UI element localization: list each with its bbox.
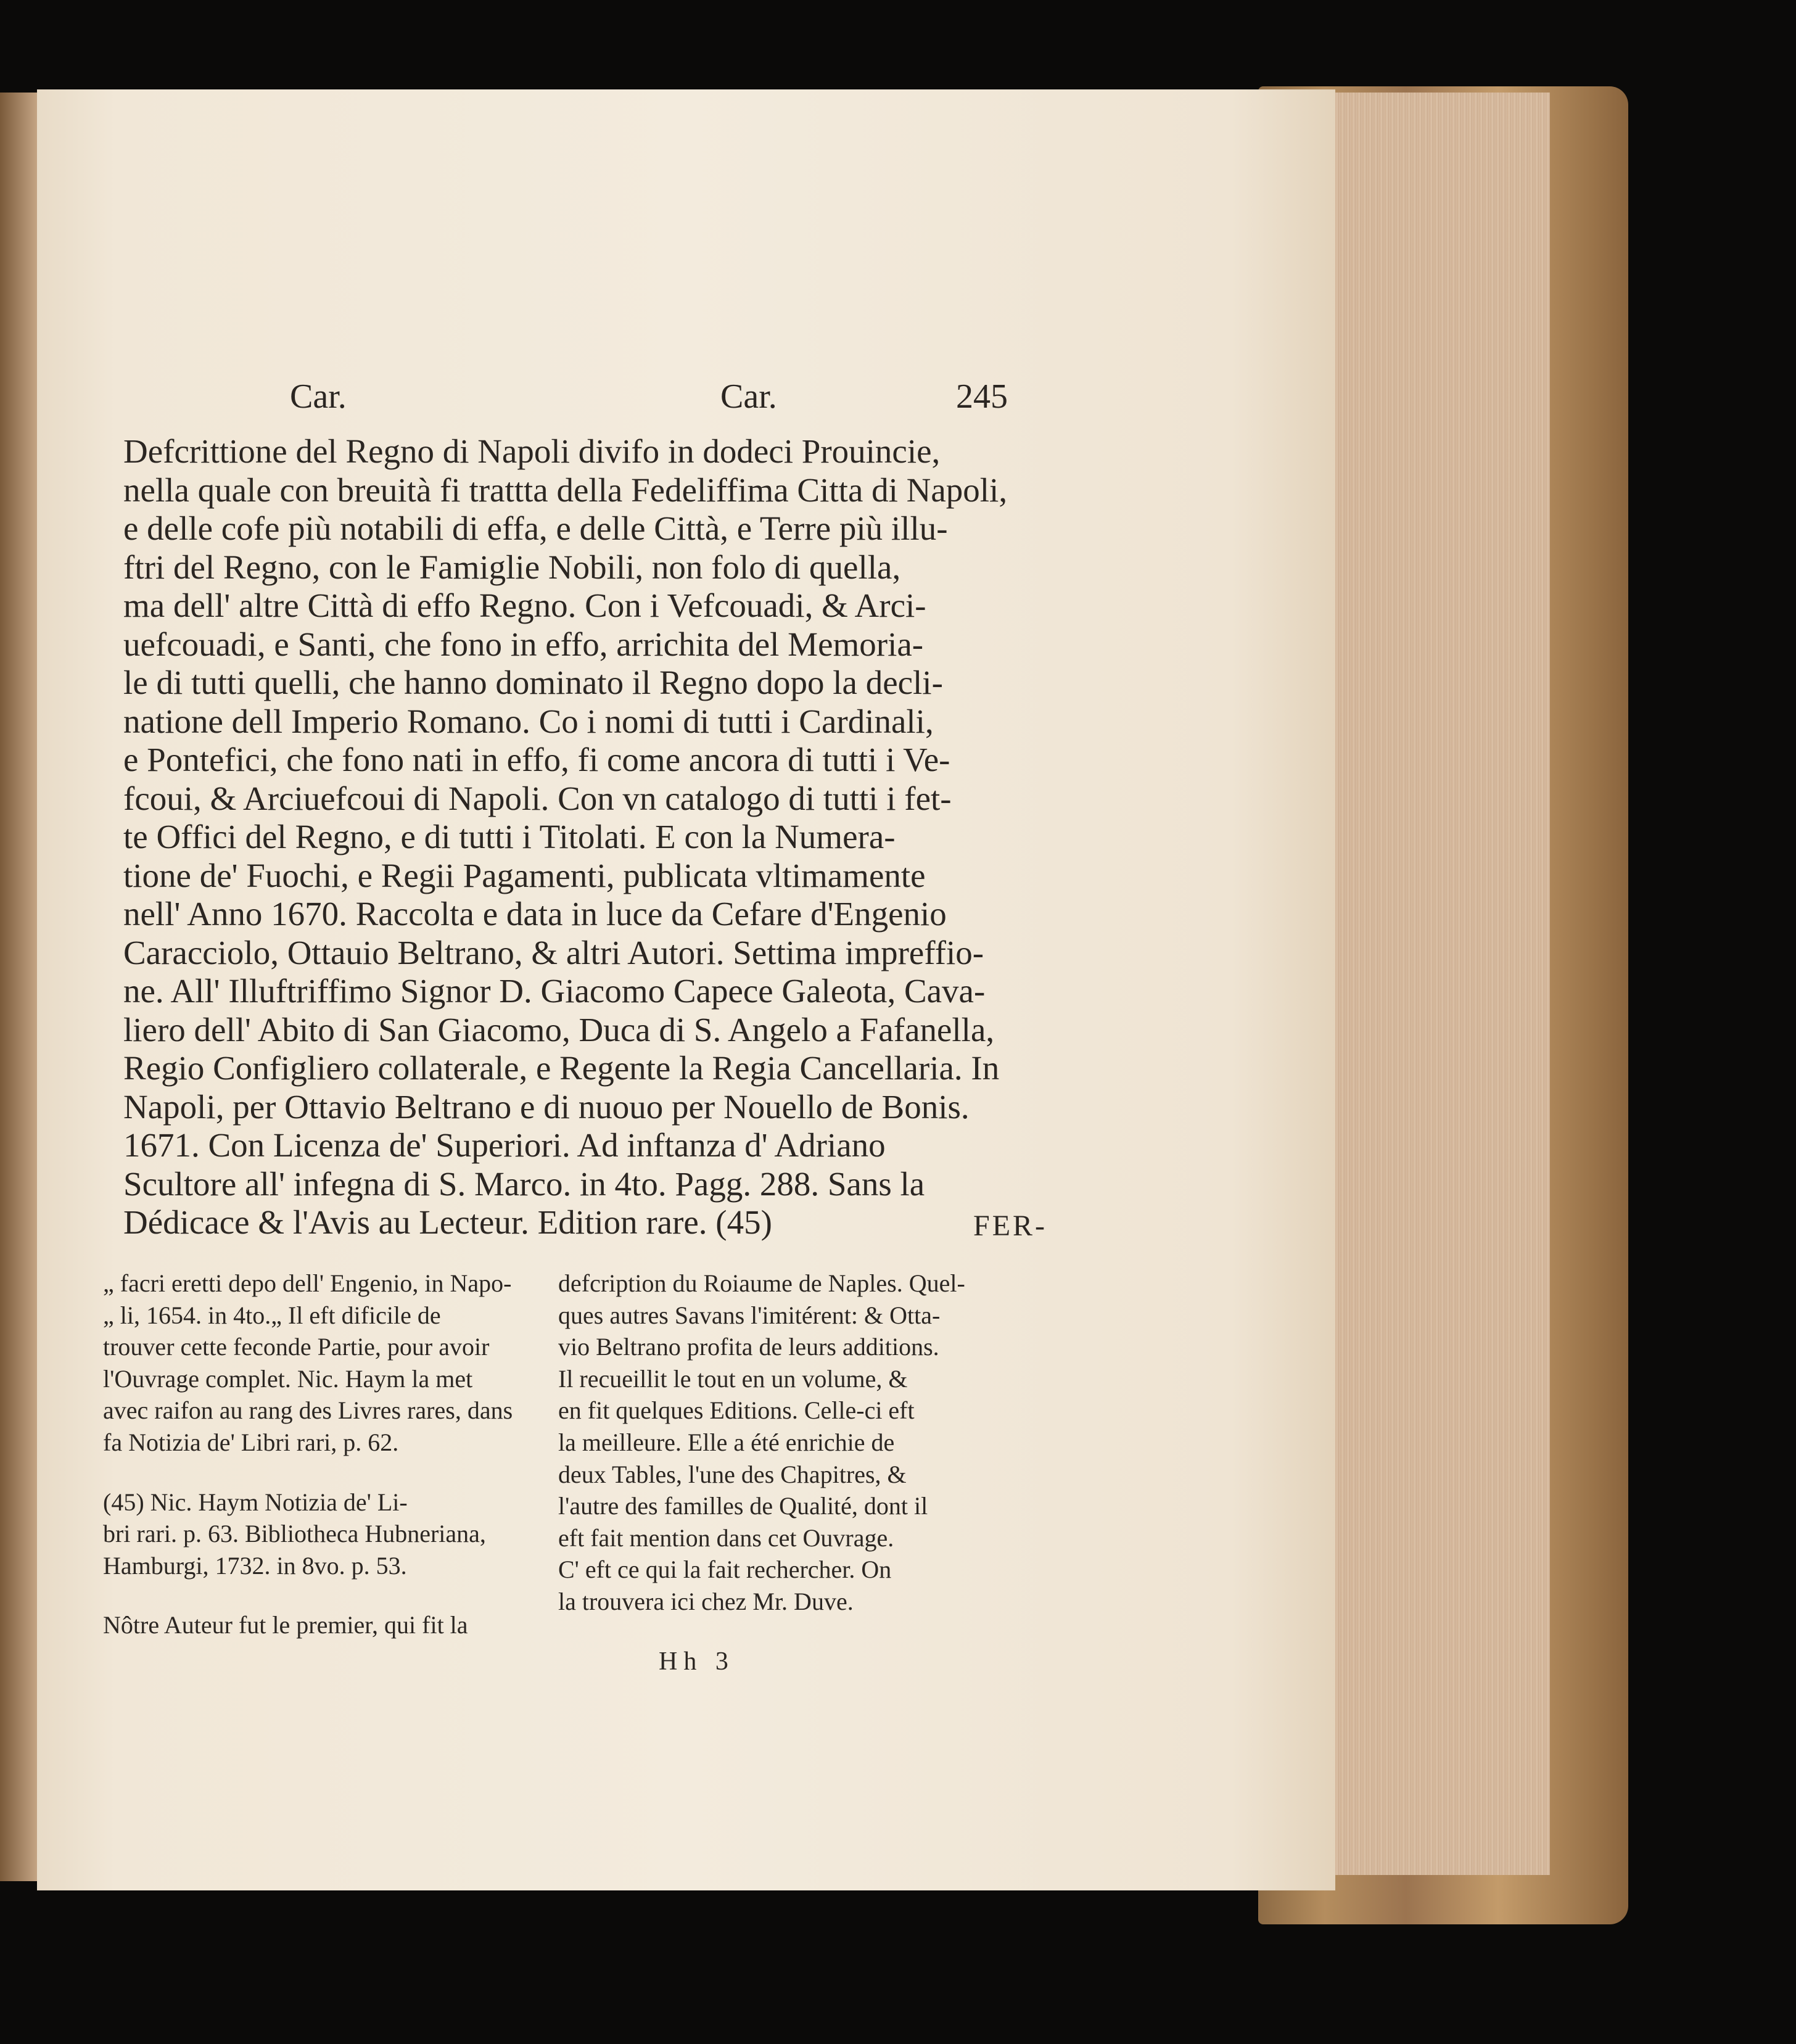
entry-line: fcoui, & Arciuefcoui di Napoli. Con vn catalogo di tutti i fet-	[123, 779, 952, 817]
entry-line: 1671. Con Licenza de' Superiori. Ad inftanza d' Adriano	[123, 1126, 886, 1164]
signature-mark: Hh 3	[659, 1647, 735, 1676]
note-line: Nôtre Auteur fut le premier, qui fit la	[103, 1611, 468, 1639]
note-line: bri rari. p. 63. Bibliotheca Hubneriana,	[103, 1520, 486, 1548]
entry-line: e Pontefici, che fono nati in effo, fi come ancora di tutti i Ve-	[123, 741, 950, 778]
note-line: la trouvera ici chez Mr. Duve.	[558, 1587, 854, 1615]
left-page-edge	[0, 93, 37, 1881]
entry-line: Dédicace & l'Avis au Lecteur. Edition rare. (45)	[123, 1203, 772, 1241]
running-head-center: Car.	[720, 377, 777, 416]
entry-line: e delle cofe più notabili di effa, e delle Città, e Terre più illu-	[123, 509, 948, 547]
page-block-edges	[1326, 93, 1550, 1875]
note-line: vio Beltrano profita de leurs additions.	[558, 1333, 939, 1361]
entry-line: uefcouadi, e Santi, che fono in effo, arrichita del Memoria-	[123, 625, 924, 663]
catchword: FER-	[973, 1210, 1048, 1242]
note-line: l'autre des familles de Qualité, dont il	[558, 1492, 928, 1520]
entry-line: Regio Configliero collaterale, e Regente la Regia Cancellaria. In	[123, 1049, 1000, 1087]
entry-line: Defcrittione del Regno di Napoli divifo in dodeci Prouincie,	[123, 432, 941, 470]
entry-line: natione dell Imperio Romano. Co i nomi di tutti i Cardinali,	[123, 702, 934, 740]
note-line: fa Notizia de' Libri rari, p. 62.	[103, 1428, 399, 1456]
note-line: Hamburgi, 1732. in 8vo. p. 53.	[103, 1551, 407, 1580]
note-line: Il recueillit le tout en un volume, &	[558, 1364, 908, 1393]
entry-line: ftri del Regno, con le Famiglie Nobili, non folo di quella,	[123, 548, 901, 586]
entry-line: ne. All' Illuftriffimo Signor D. Giacomo Capece Galeota, Cava-	[123, 972, 986, 1010]
entry-line: Napoli, per Ottavio Beltrano e di nuouo per Nouello de Bonis.	[123, 1087, 970, 1126]
entry-line: ma dell' altre Città di effo Regno. Con i Vefcouadi, & Arci-	[123, 587, 926, 624]
page-number: 245	[956, 377, 1008, 416]
note-line: ques autres Savans l'imitérent: & Otta-	[558, 1301, 941, 1329]
note-line: deux Tables, l'une des Chapitres, &	[558, 1460, 907, 1488]
note-line: eft fait mention dans cet Ouvrage.	[558, 1523, 894, 1552]
entry-line: Scultore all' infegna di S. Marco. in 4to. Pagg. 288. Sans la	[123, 1164, 925, 1203]
book-page	[37, 89, 1335, 1890]
footnotes-left-column	[103, 1267, 562, 1641]
entry-line: te Offici del Regno, e di tutti i Titolati. E con la Numera-	[123, 818, 896, 855]
note-line: trouver cette feconde Partie, pour avoir	[103, 1333, 490, 1361]
note-line: „ li, 1654. in 4to.„ Il eft dificile de	[103, 1301, 441, 1329]
note-line: „ facri eretti depo dell' Engenio, in Napo-	[103, 1269, 512, 1297]
note-line: la meilleure. Elle a été enrichie de	[558, 1428, 895, 1456]
note-line: l'Ouvrage complet. Nic. Haym la met	[103, 1364, 473, 1393]
running-head-left: Car.	[290, 377, 347, 416]
entry-line: nell' Anno 1670. Raccolta e data in luce da Cefare d'Engenio	[123, 895, 947, 933]
note-line: defcription du Roiaume de Naples. Quel-	[558, 1269, 965, 1297]
entry-line: tione de' Fuochi, e Regii Pagamenti, publicata vltimamente	[123, 856, 926, 894]
entry-line: nella quale con breuità fi trattta della Fedeliffima Citta di Napoli,	[123, 471, 1008, 509]
note-line: (45) Nic. Haym Notizia de' Li-	[103, 1488, 408, 1516]
entry-line: liero dell' Abito di San Giacomo, Duca di S. Angelo a Fafanella,	[123, 1010, 995, 1049]
entry-line: Caracciolo, Ottauio Beltrano, & altri Autori. Settima impreffio-	[123, 933, 984, 971]
note-line: en fit quelques Editions. Celle-ci eft	[558, 1396, 915, 1425]
bibliographic-entry	[123, 432, 1057, 1242]
note-line: C' eft ce qui la fait rechercher. On	[558, 1556, 892, 1584]
note-line: avec raifon au rang des Livres rares, dans	[103, 1396, 513, 1425]
footnotes-right-column	[558, 1267, 1018, 1618]
entry-line: le di tutti quelli, che hanno dominato il Regno dopo la decli-	[123, 664, 943, 701]
